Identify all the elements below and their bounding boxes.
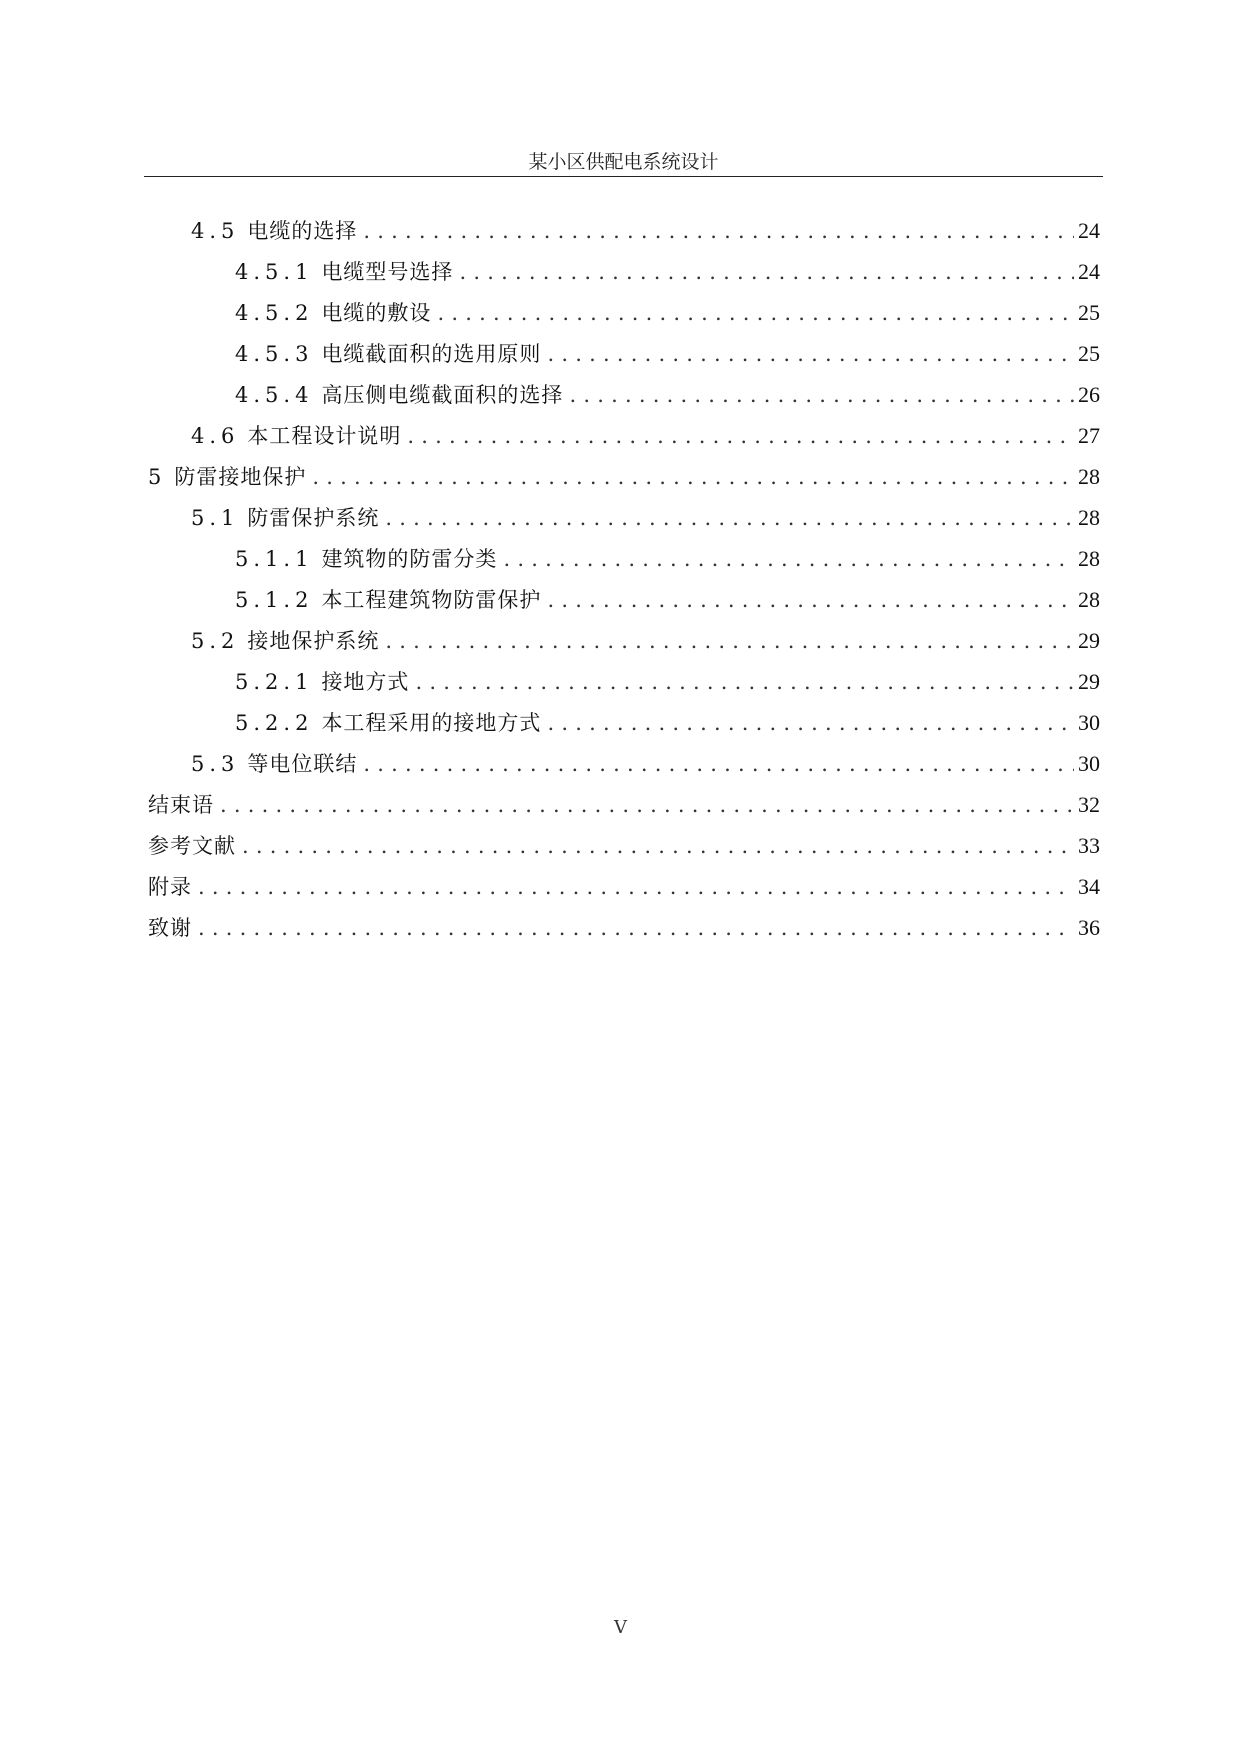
- toc-entry-title: 本工程建筑物防雷保护: [321, 588, 542, 612]
- toc-entry-number: 5: [148, 465, 167, 489]
- toc-entry[interactable]: [148, 456, 1100, 497]
- toc-entry-page: 33: [1078, 833, 1100, 858]
- toc-entry-page: 29: [1078, 628, 1100, 653]
- toc-entry-page: 32: [1078, 792, 1100, 817]
- toc-entry-title: 电缆截面积的选用原则: [321, 342, 542, 366]
- toc-entry-page: 27: [1078, 423, 1100, 448]
- toc-entry-number: 5.1: [191, 506, 240, 530]
- toc-dot-leader: [385, 498, 1074, 539]
- page-header-title: 某小区供配电系统设计: [528, 151, 719, 173]
- toc-entry-page: 29: [1078, 669, 1100, 694]
- toc-entry[interactable]: [148, 374, 1100, 415]
- toc-entry-title: 电缆的选择: [247, 219, 358, 243]
- toc-dot-leader: [459, 252, 1074, 293]
- toc-entry-number: 4.5.2: [235, 301, 314, 325]
- toc-entry-title: 等电位联结: [247, 752, 358, 776]
- table-of-contents: [148, 210, 1100, 948]
- toc-entry-page: 24: [1078, 259, 1100, 284]
- toc-entry[interactable]: [148, 251, 1100, 292]
- toc-entry[interactable]: [148, 579, 1100, 620]
- toc-entry-page: 25: [1078, 300, 1100, 325]
- toc-entry[interactable]: [148, 292, 1100, 333]
- toc-entry[interactable]: [148, 784, 1100, 825]
- toc-entry-page: 25: [1078, 341, 1100, 366]
- toc-entry-number: 5.1.2: [235, 588, 314, 612]
- page-number: V: [614, 1617, 627, 1638]
- toc-entry-title: 参考文献: [148, 834, 236, 858]
- toc-entry-page: 30: [1078, 751, 1100, 776]
- toc-entry-title: 致谢: [148, 916, 192, 940]
- toc-entry-page: 34: [1078, 874, 1100, 899]
- toc-entry-number: 4.5.3: [235, 342, 314, 366]
- toc-dot-leader: [547, 334, 1074, 375]
- toc-entry-number: 4.6: [191, 424, 240, 448]
- toc-dot-leader: [569, 375, 1074, 416]
- toc-entry-page: 24: [1078, 218, 1100, 243]
- toc-entry-page: 26: [1078, 382, 1100, 407]
- toc-entry-number: 4.5: [191, 219, 240, 243]
- toc-entry[interactable]: [148, 907, 1100, 948]
- toc-entry[interactable]: [148, 620, 1100, 661]
- toc-entry-title: 本工程采用的接地方式: [321, 711, 542, 735]
- toc-entry-page: 36: [1078, 915, 1100, 940]
- toc-entry-page: 28: [1078, 587, 1100, 612]
- toc-entry-number: 5.2.2: [235, 711, 314, 735]
- toc-entry-number: 5.3: [191, 752, 240, 776]
- toc-dot-leader: [220, 785, 1074, 826]
- toc-entry[interactable]: [148, 210, 1100, 251]
- toc-entry[interactable]: [148, 825, 1100, 866]
- toc-entry[interactable]: [148, 743, 1100, 784]
- toc-entry-page: 30: [1078, 710, 1100, 735]
- toc-dot-leader: [437, 293, 1074, 334]
- toc-entry-title: 高压侧电缆截面积的选择: [321, 383, 564, 407]
- toc-dot-leader: [547, 703, 1074, 744]
- toc-entry[interactable]: [148, 538, 1100, 579]
- toc-dot-leader: [363, 211, 1074, 252]
- toc-dot-leader: [407, 416, 1074, 457]
- toc-dot-leader: [547, 580, 1074, 621]
- toc-dot-leader: [503, 539, 1074, 580]
- toc-entry-page: 28: [1078, 546, 1100, 571]
- toc-entry-title: 防雷保护系统: [247, 506, 380, 530]
- toc-dot-leader: [385, 621, 1074, 662]
- toc-entry-title: 接地保护系统: [247, 629, 380, 653]
- toc-entry-page: 28: [1078, 464, 1100, 489]
- toc-dot-leader: [312, 457, 1074, 498]
- toc-dot-leader: [415, 662, 1074, 703]
- toc-entry-title: 接地方式: [321, 670, 410, 694]
- toc-entry-title: 结束语: [148, 793, 214, 817]
- header-rule: [144, 176, 1103, 177]
- toc-entry-title: 防雷接地保护: [174, 465, 307, 489]
- toc-entry[interactable]: [148, 497, 1100, 538]
- toc-dot-leader: [198, 908, 1074, 949]
- toc-dot-leader: [363, 744, 1074, 785]
- toc-entry-number: 5.2: [191, 629, 240, 653]
- toc-entry[interactable]: [148, 702, 1100, 743]
- toc-entry[interactable]: [148, 415, 1100, 456]
- toc-dot-leader: [242, 826, 1074, 867]
- toc-entry-number: 5.2.1: [235, 670, 314, 694]
- toc-entry-page: 28: [1078, 505, 1100, 530]
- toc-entry-title: 附录: [148, 875, 192, 899]
- toc-entry-title: 本工程设计说明: [247, 424, 402, 448]
- toc-entry-title: 电缆型号选择: [321, 260, 454, 284]
- toc-dot-leader: [198, 867, 1074, 908]
- toc-entry[interactable]: [148, 333, 1100, 374]
- toc-entry[interactable]: [148, 661, 1100, 702]
- toc-entry-title: 建筑物的防雷分类: [321, 547, 498, 571]
- toc-entry-number: 5.1.1: [235, 547, 314, 571]
- toc-entry-title: 电缆的敷设: [321, 301, 432, 325]
- toc-entry-number: 4.5.4: [235, 383, 314, 407]
- toc-entry-number: 4.5.1: [235, 260, 314, 284]
- toc-entry[interactable]: [148, 866, 1100, 907]
